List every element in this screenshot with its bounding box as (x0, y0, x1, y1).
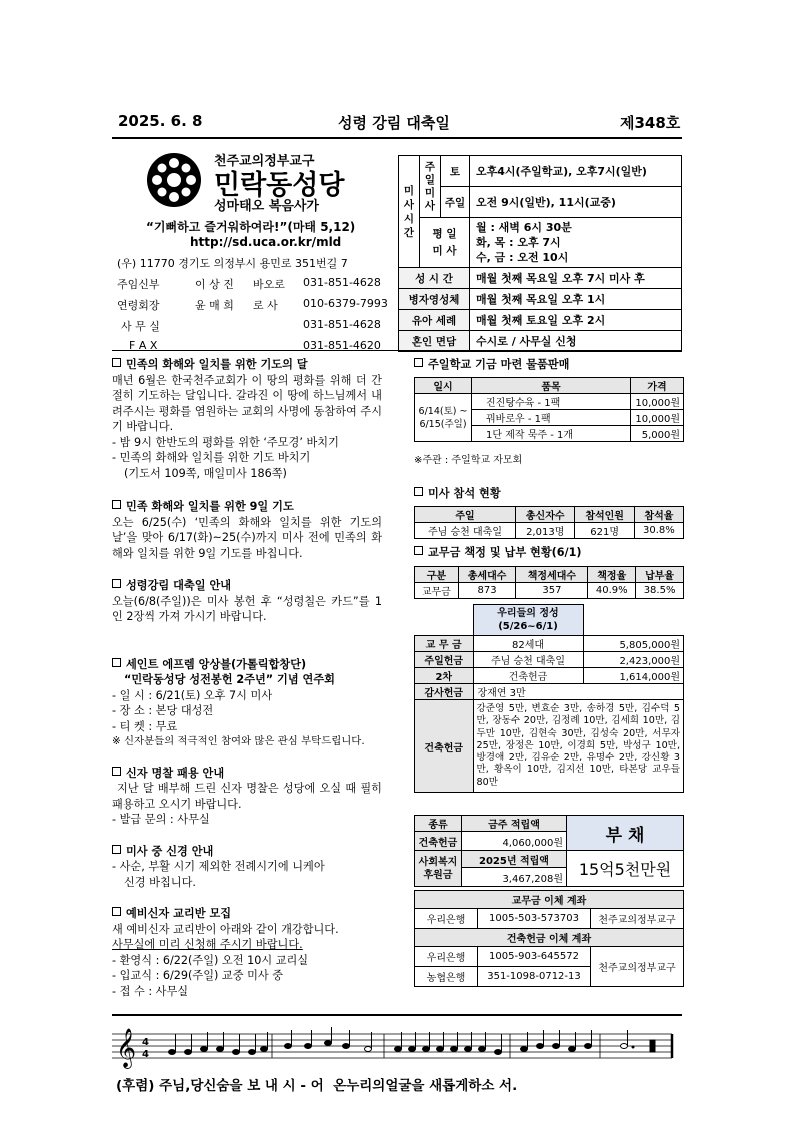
checkbox-icon (112, 658, 121, 667)
section-text: 새 예비신자 교리반이 아래와 같이 개강합니다. (112, 922, 339, 936)
sun-label: 주일 (441, 187, 470, 218)
contact-row (117, 318, 395, 336)
weekday-time: 월 : 새벽 6시 30분 (476, 221, 572, 234)
section-title: 예비신자 교리반 모집 (112, 906, 382, 922)
weekday-time: 수, 금 : 오전 10시 (476, 251, 569, 264)
checkbox-icon (112, 579, 121, 588)
section-title: 미사 중 신경 안내 (112, 844, 382, 860)
issue-title: 성령 강림 대축일 (338, 114, 450, 132)
bullet-item: - 장 소 : 본당 대성전 (112, 704, 214, 717)
contact-role: 주임신부 (117, 278, 160, 291)
section-text: 지난 달 배부해 드린 신자 명찰은 성당에 오실 때 필히 패용하고 오시기 바랍니다. (112, 782, 382, 811)
offering-title: 우리들의 정성 (497, 608, 559, 619)
contact-phone: 031-851-4620 (303, 339, 381, 352)
table-header: 참석인원 (575, 507, 634, 523)
account-holder: 천주교의정부교구 (591, 947, 684, 987)
offering-desc: 82세대 (473, 636, 583, 652)
schedule-row-value: 매월 첫째 토요일 오후 2시 (470, 310, 682, 331)
offering-table (414, 604, 684, 793)
contact-list (117, 276, 395, 357)
schedule-row-label: 성 시 간 (399, 268, 470, 289)
parish-patron: 성마태오 복음사가 (214, 199, 319, 214)
thanks-offering-label: 감사헌금 (415, 684, 474, 700)
section-rule (112, 350, 682, 351)
time-sig-icon: 4 (142, 1037, 149, 1048)
table-header: 납부율 (636, 567, 684, 583)
sale-note: ※주관 : 주일학교 자모회 (414, 455, 523, 466)
section-text: 오는 6/25(수) ‘민족의 화해와 일치를 위한 기도의 날’을 맞아 6/17(화)~25(수)까지 미사 전에 민족의 화해와 일치를 위한 9일 기도를 바칩니다. (112, 515, 382, 560)
parish-motto: “기뻐하고 즐거워하여라!”(마태 5,12) (146, 220, 356, 234)
checkbox-icon (414, 487, 423, 496)
time-sig-icon: 4 (142, 1049, 149, 1060)
parish-address: (우) 11770 경기도 의정부시 용민로 351번길 7 (117, 257, 348, 270)
account-number: 1005-503-573703 (478, 909, 591, 929)
mass-schedule-table (398, 155, 682, 352)
treble-clef-icon: 𝄞 (116, 1028, 137, 1068)
bullet-item: - 민족의 화해와 일치를 위한 기도 바치기 (112, 451, 311, 464)
section-title: 민족의 화해와 일치를 위한 기도의 달 (112, 357, 382, 373)
table-cell: 주님 승천 대축일 (415, 523, 516, 539)
offering-heading (473, 605, 583, 636)
contact-role: 사 무 실 (121, 320, 160, 333)
left-column (112, 357, 382, 999)
bullet-item: (기도서 109쪽, 매일미사 186쪽) (124, 466, 287, 480)
sale-table (414, 377, 684, 442)
account-bank: 농협은행 (415, 967, 478, 987)
debt-value: 15억5천만원 (567, 851, 684, 887)
bullet-item: - 접 수 : 사무실 (112, 984, 189, 998)
account-bank: 우리은행 (415, 909, 478, 929)
sunday-mass-label: 주일미사 (420, 156, 441, 218)
fund-value: 4,060,000원 (462, 832, 567, 851)
sale-price: 10,000원 (631, 394, 684, 410)
table-header: 종류 (415, 816, 462, 832)
sale-item: 꿔바로우 - 1팩 (472, 410, 631, 426)
table-header: 총세대수 (458, 567, 516, 583)
parish-logo-icon (146, 152, 202, 208)
account-bank: 우리은행 (415, 947, 478, 967)
table-header: 총신자수 (516, 507, 575, 523)
sat-label: 토 (441, 156, 470, 187)
fund-table (414, 815, 684, 887)
table-header: 가격 (631, 378, 684, 394)
contact-role: F A X (129, 339, 158, 352)
offering-desc: 건축헌금 (473, 668, 583, 684)
offering-period: (5/26~6/1) (498, 621, 558, 632)
schedule-row-label: 병자영성체 (399, 289, 470, 310)
dues-title: 교무금 책정 및 납부 현황(6/1) (414, 545, 582, 561)
table-header: 금주 적립액 (462, 816, 567, 832)
sale-price: 5,000원 (631, 426, 684, 442)
bullet-item: 신경 바칩니다. (124, 875, 196, 889)
schedule-row-label: 유아 세례 (399, 310, 470, 331)
building-offering-label: 건축헌금 (415, 700, 474, 793)
weekday-time: 화, 목 : 오후 7시 (476, 236, 561, 249)
table-cell: 38.5% (636, 583, 684, 599)
section-title: 민족 화해와 일치를 위한 9일 기도 (112, 499, 382, 515)
bullet-item: - 밤 9시 한반도의 평화를 위한 ‘주모경’ 바치기 (112, 435, 339, 449)
table-header: 참석율 (634, 507, 683, 523)
accounts-table (414, 890, 684, 987)
issue-number: 제348호 (620, 114, 681, 132)
section-subtitle: “민락동성당 성전봉헌 2주년” 기념 연주회 (124, 673, 335, 686)
weekday-mass-label: 평 일 미 사 (420, 218, 470, 268)
offering-amount: 2,423,000원 (583, 652, 684, 668)
music-staff (112, 1022, 682, 1072)
debt-title: 부 채 (567, 816, 684, 851)
music-notes-icon (169, 1027, 656, 1055)
contact-name: 이 상 진 (195, 278, 234, 291)
bullet-item: - 일 시 : 6/21(토) 오후 7시 미사 (112, 688, 273, 702)
table-header: 구분 (415, 567, 459, 583)
fund-label: 사회복지 후원금 (415, 851, 462, 887)
contact-title: 바오로 (253, 278, 285, 291)
contact-title: 로 사 (253, 299, 278, 312)
mass-time-label: 미사시간 (399, 156, 420, 268)
table-cell: 873 (458, 583, 516, 599)
sat-time: 오후4시(주일학교), 오후7시(일반) (470, 156, 682, 187)
schedule-row-value: 매월 첫째 목요일 오후 1시 (470, 289, 682, 310)
schedule-row-value: 수시로 / 사무실 신청 (470, 331, 682, 352)
table-header: 책정율 (588, 567, 636, 583)
section-title: 세인트 에프렘 앙상블(가톨릭합창단) (112, 657, 382, 673)
section-text: 사무실에 미리 신청해 주시기 바랍니다. (112, 938, 303, 951)
contact-phone: 031-851-4628 (303, 276, 381, 289)
section-text: 매년 6월은 한국천주교회가 이 땅의 평화를 위해 더 간절히 기도하는 달입니다. 갈라진 이 땅에 하느님께서 내려주시는 평화를 염원하는 교회의 사명에 동참하여 주시기 바랍니다. (112, 373, 382, 433)
fund-subheader: 2025년 적립액 (462, 851, 567, 868)
header-rule (112, 137, 682, 139)
offering-amount: 5,805,000원 (583, 636, 684, 652)
attendance-table (414, 506, 684, 539)
table-cell: 357 (516, 583, 588, 599)
offering-label: 교 무 금 (415, 636, 474, 652)
checkbox-icon (414, 358, 423, 367)
checkbox-icon (112, 907, 121, 916)
table-cell: 교무금 (415, 583, 459, 599)
contact-row (117, 276, 395, 294)
building-account-title: 건축헌금 이체 계좌 (415, 929, 684, 947)
table-cell: 2,013명 (516, 523, 575, 539)
checkbox-icon (112, 500, 121, 509)
sale-item: 1단 제작 묵주 - 1개 (472, 426, 631, 442)
bullet-item: - 티 켓 : 무료 (112, 719, 178, 733)
section-note: ※ 신자분들의 적극적인 참여와 많은 관심 부탁드립니다. (112, 735, 365, 747)
contact-name: 윤 매 희 (195, 299, 234, 312)
bullet-item: - 발급 문의 : 사무실 (112, 813, 210, 826)
contact-phone: 031-851-4628 (303, 318, 381, 331)
fund-label: 건축헌금 (415, 832, 462, 851)
checkbox-icon (112, 845, 121, 854)
table-cell: 30.8% (634, 523, 683, 539)
account-holder: 천주교의정부교구 (591, 909, 684, 929)
account-number: 1005-903-645572 (478, 947, 591, 967)
offering-label: 2차 (415, 668, 474, 684)
music-lyric: (후렴) 주님,당신숨을 보 내 시 - 어 온누리의얼굴을 새롭게하소 서. (116, 1078, 518, 1094)
table-header: 책정세대수 (516, 567, 588, 583)
contact-phone: 010-6379-7993 (303, 297, 388, 310)
music-top-rule (112, 1014, 682, 1016)
sun-time: 오전 9시(일반), 11시(교중) (470, 187, 682, 218)
contact-row (117, 339, 395, 357)
table-cell: 621명 (575, 523, 634, 539)
section-title: 신자 명찰 패용 안내 (112, 766, 382, 782)
sale-title: 주일학교 기금 마련 물품판매 (414, 357, 569, 373)
checkbox-icon (112, 767, 121, 776)
offering-amount: 1,614,000원 (583, 668, 684, 684)
parish-name: 민락동성당 (214, 170, 345, 201)
contact-row (117, 297, 395, 315)
bullet-item: - 입교식 : 6/29(주일) 교중 미사 중 (112, 969, 284, 982)
sale-item: 진진탕수육 - 1팩 (472, 394, 631, 410)
schedule-row-label: 혼인 면담 (399, 331, 470, 352)
offering-desc: 주님 승천 대축일 (473, 652, 583, 668)
table-cell: 40.9% (588, 583, 636, 599)
diocese-name: 천주교의정부교구 (214, 154, 315, 169)
sale-date: 6/14(토) ~ 6/15(주일) (415, 394, 472, 442)
checkbox-icon (414, 546, 423, 555)
section-title: 성령강림 대축일 안내 (112, 578, 382, 594)
table-header: 일시 (415, 378, 472, 394)
issue-date: 2025. 6. 8 (118, 112, 203, 130)
bullet-item: - 환영식 : 6/22(주일) 오전 10시 교리실 (112, 953, 309, 967)
building-offering-donors: 강준영 5만, 변효순 3만, 송하경 5만, 김수덕 5만, 장동수 20만, 김정례 10만, 김세희 10만, 김두만 10만, 김현숙 30만, 김성숙 20만, 서무자 25만, 장정은 10만, 이경희 5만, 박성구 10만, 방경애 2만, 김유순 2만, 유명수 2만, 강신황 3만, 황옥이 10만, 김지선 10만, 타본당 교우들 80만 (473, 700, 684, 793)
table-header: 주일 (415, 507, 516, 523)
offering-label: 주일헌금 (415, 652, 474, 668)
thanks-offering-value: 장재연 3만 (473, 684, 684, 700)
section-text: 오늘(6/8(주일))은 미사 봉헌 후 “성령칠은 카드”를 1인 2장씩 가져 가시기 바랍니다. (112, 594, 382, 623)
checkbox-icon (112, 358, 121, 367)
schedule-row-value: 매월 첫째 목요일 오후 7시 미사 후 (470, 268, 682, 289)
fund-value: 3,467,208원 (462, 868, 567, 887)
weekday-times (470, 218, 682, 268)
bullet-item: - 사순, 부활 시기 제외한 전례시기에 니케아 (112, 860, 325, 873)
table-header: 품목 (472, 378, 631, 394)
sale-price: 10,000원 (631, 410, 684, 426)
dues-table (414, 566, 684, 599)
attendance-title: 미사 참석 현황 (414, 486, 501, 502)
contact-role: 연령회장 (117, 299, 160, 312)
dues-account-title: 교무금 이체 계좌 (415, 891, 684, 909)
account-number: 351-1098-0712-13 (478, 967, 591, 987)
parish-url[interactable]: http://sd.uca.or.kr/mld (190, 235, 342, 249)
